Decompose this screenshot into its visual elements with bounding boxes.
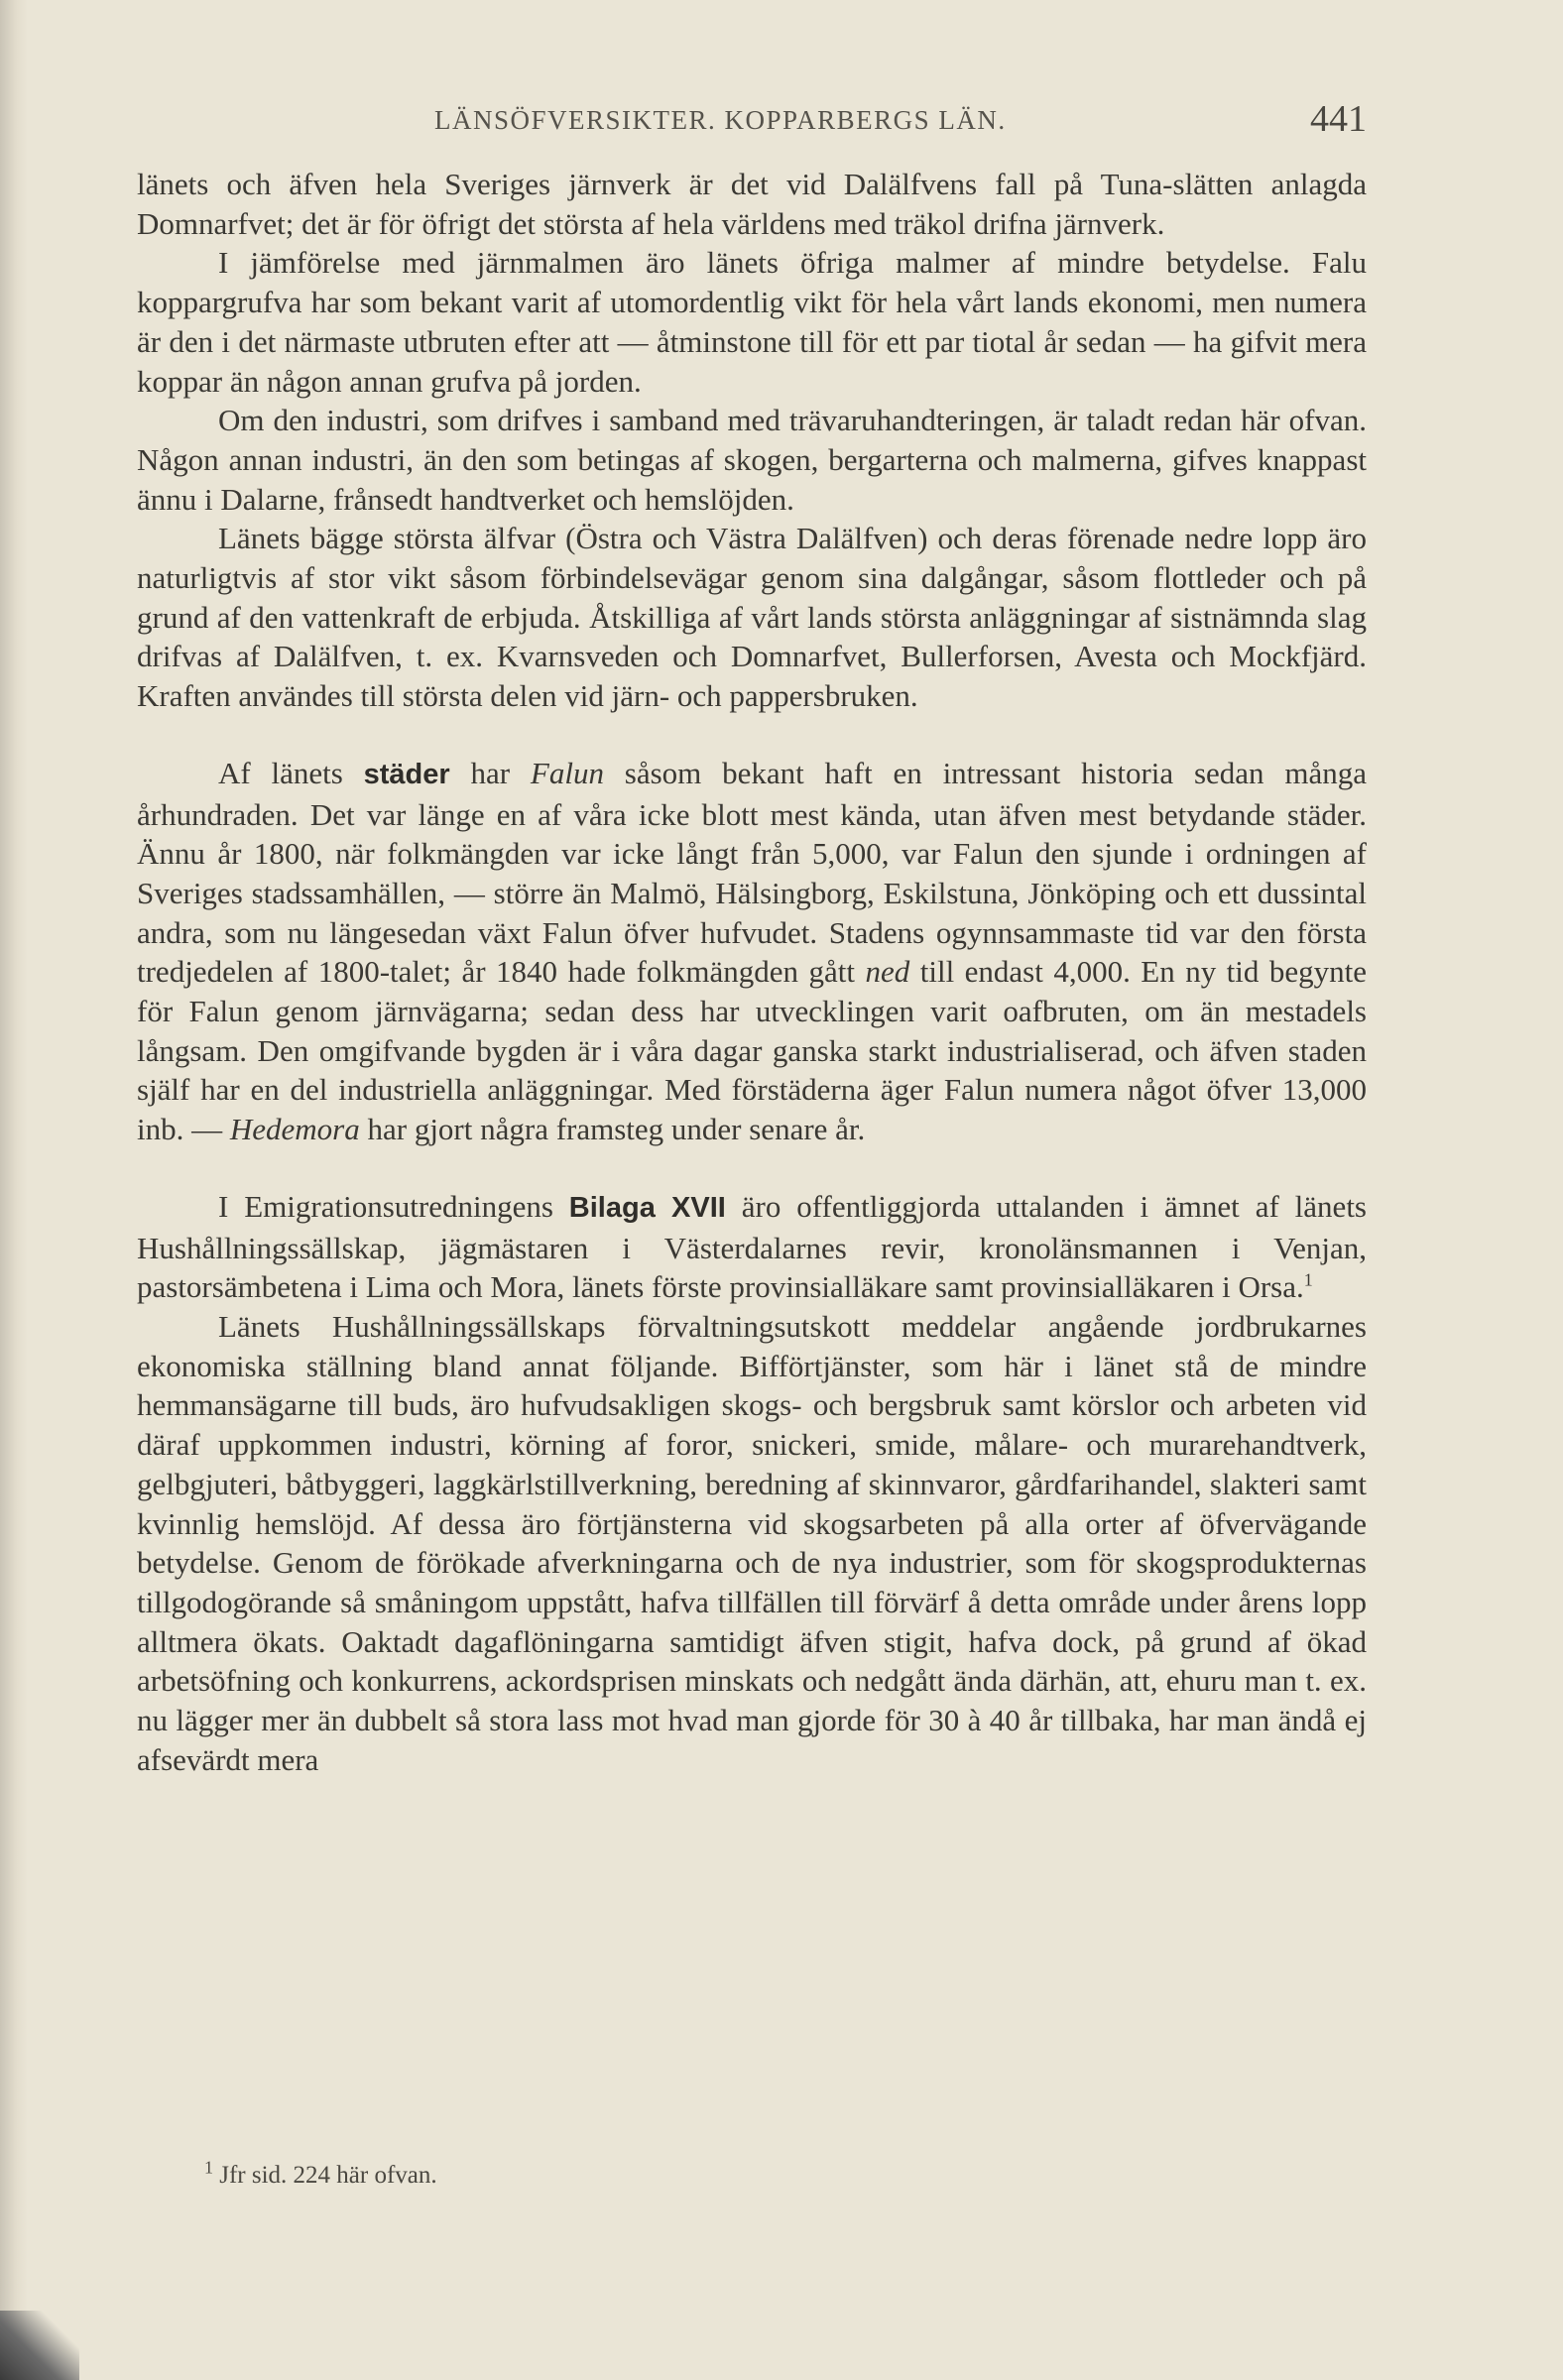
paragraph-2: I jämförelse med järnmalmen äro länets öfriga malmer af mindre betydelse. Falu koppargrufva har som bekant varit af utomordentlig vikt för hela vårt lands ekonomi, men numera är den i det närmaste utbruten efter att — åtminstone till för ett par tiotal år sedan — ha gifvit mera koppar än någon annan grufva på jorden. <box>137 245 1367 399</box>
p5-italic-ned: ned <box>865 954 910 990</box>
p6-text-a: I Emigrationsutredningens <box>218 1188 569 1224</box>
page-number: 441 <box>1310 98 1367 140</box>
p5-text-a: Af länets <box>218 755 364 790</box>
p6-bold-bilaga: Bilaga XVII <box>568 1191 726 1224</box>
paragraph-3: Om den industri, som drifves i samband med trävaruhandteringen, är taladt redan här ofvan. Någon annan industri, än den som betingas af skogen, bergarterna och malmerna, gifves knappast ännu i Dalarne, frånsedt handtverket och hemslöjden. <box>137 403 1367 517</box>
p5-italic-hedemora: Hedemora <box>229 1112 360 1147</box>
paragraph-7: Länets Hushållningssällskaps förvaltningsutskott meddelar angående jordbrukarnes ekonomiska ställning bland annat följande. Bifförtjänster, som här i länet stå de mindre hemmansägarne till buds, äro hufvudsakligen skogs- och bergsbruk samt körslor och arbeten vid däraf uppkommen industri, körning af foror, snickeri, smide, målare- och murarehandtverk, gelbgjuteri, båtbyggeri, laggkärlstillverkning, beredning af skinnvaror, gårdfarihandel, slakteri samt kvinnlig hemslöjd. Af dessa äro förtjänsterna vid skogsarbeten på alla orter af öfvervägande betydelse. Genom de förökade afverkningarna och de nya industrier, som för skogsprodukternas tillgodogörande så småningom uppstått, hafva tillfällen till förvärf å detta område under årens lopp alltmera ökats. Oaktadt dagaflöningarna samtidigt äfven stigit, hafva dock, på grund af ökad arbetsöfning och konkurrens, ackordsprisen minskats och nedgått ända därhän, att, ehuru man t. ex. nu lägger mer än dubbelt så stora lass mot hvad man gjorde för 30 à 40 år tillbaka, har man ändå ej afsevärdt mera <box>137 1308 1367 1777</box>
paragraph-4: Länets bägge största älfvar (Östra och Västra Dalälfven) och deras förenade nedre lopp äro naturligtvis af stor vikt såsom förbindelsevägar genom sina dalgångar, såsom flottleder och på grund af den vattenkraft de erbjuda. Åtskilliga af vårt lands största anläggningar af sistnämnda slag drifvas af Dalälfven, t. ex. Kvarnsveden och Domnarfvet, Bullerforsen, Avesta och Mockfjärd. Kraften användes till största delen vid järn- och pappersbruken. <box>137 521 1367 714</box>
p6-text-c: äro offentliggjorda uttalanden i ämnet af länets Hushållningssällskap, jägmästaren i Västerdalarnes revir, kronolänsmannen i Venjan, pastorsämbetena i Lima och Mora, länets förste provinsialläkare samt provinsialläkaren i Orsa. <box>137 1188 1367 1305</box>
p5-text-e: såsom bekant haft en intressant historia sedan många århundraden. Det var länge en af våra icke blott mest kända, utan äfven mest betydande städer. Ännu år 1800, när folkmängden var icke långt från 5,000, var Falun den sjunde i ordningen af Sveriges stadssamhällen, — större än Malmö, Hälsingborg, Eskilstuna, Jönköping och ett dussintal andra, som nu längesedan växt Falun öfver hufvudet. Stadens ogynnsammaste tid var den första tredjedelen af 1800-talet; år 1840 hade folkmängden gått <box>137 755 1367 990</box>
footnote-reference[interactable]: 1 <box>1303 1269 1313 1290</box>
binding-edge <box>0 0 28 2380</box>
paragraph-6 <box>137 1187 1367 1307</box>
paragraph-1: länets och äfven hela Sveriges järnverk är det vid Dalälfvens fall på Tuna-slätten anlagda Domnarfvet; det är för öfrigt det största af hela världens med träkol drifna järnverk. <box>137 167 1367 241</box>
scan-shadow-corner <box>0 2311 79 2380</box>
p5-italic-falun: Falun <box>530 755 604 790</box>
running-head: LÄNSÖFVERSIKTER. KOPPARBERGS LÄN. <box>434 105 1007 135</box>
page-header <box>137 98 1367 145</box>
p5-text-g: till endast 4,000. En ny tid begynte för Falun genom järnvägarna; sedan dess har utvecklingen varit oafbruten, om än mestadels långsam. Den omgifvande bygden är i våra dagar ganska starkt industrialiserad, och äfven staden själf har en del industriella anläggningar. Med förstäderna äger Falun numera något öfver 13,000 inb. — <box>137 954 1367 1147</box>
paragraph-5 <box>137 754 1367 1149</box>
p5-text-i: har gjort några framsteg under senare år. <box>359 1112 866 1147</box>
footnote <box>204 2157 437 2190</box>
footnote-mark: 1 <box>204 2157 213 2178</box>
body-text <box>137 165 1367 1779</box>
p5-bold-stader: städer <box>363 758 450 790</box>
footnote-text: Jfr sid. 224 här ofvan. <box>213 2162 437 2189</box>
p5-text-c: har <box>449 755 531 790</box>
